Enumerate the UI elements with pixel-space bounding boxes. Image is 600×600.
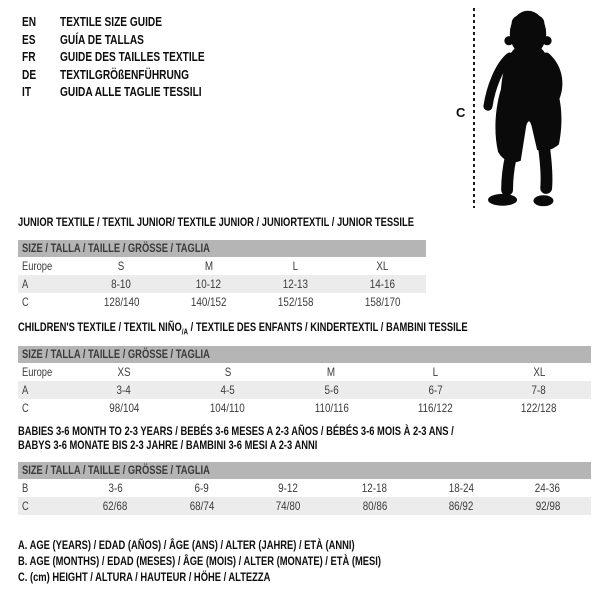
size-cell: 18-24	[448, 481, 474, 495]
size-cell: 9-12	[278, 481, 299, 495]
size-cell: XL	[533, 365, 546, 379]
table-row	[18, 275, 426, 293]
size-cell: 74/80	[275, 499, 301, 513]
row-label: B	[22, 481, 29, 495]
measurement-legend	[18, 537, 483, 585]
size-cell: 12-18	[362, 481, 388, 495]
height-c-label: C	[456, 105, 466, 120]
table-row	[18, 479, 591, 497]
size-cell: XL	[376, 259, 389, 273]
language-row	[22, 13, 245, 31]
table-row	[18, 293, 426, 311]
size-cell: 10-12	[195, 277, 222, 291]
size-cell: 68/74	[189, 499, 215, 513]
table-row	[18, 257, 426, 275]
language-code: FR	[22, 49, 36, 64]
legend-line-c: C. (cm) HEIGHT / ALTURA / HAUTEUR / HÖHE / ALTEZZA	[18, 570, 271, 584]
size-cell: L	[292, 259, 299, 273]
size-cell: 110/116	[314, 401, 349, 415]
height-dashed-line	[473, 8, 475, 208]
junior-size-table	[18, 240, 426, 311]
size-cell: 116/122	[417, 401, 453, 415]
size-cell: M	[327, 365, 336, 379]
row-label: C	[22, 499, 29, 513]
language-row	[22, 66, 245, 84]
babies-size-table	[18, 462, 591, 515]
language-title: TEXTILE SIZE GUIDE	[60, 14, 162, 29]
language-title: GUIDA ALLE TAGLIE TESSILI	[60, 84, 202, 99]
language-code: IT	[22, 84, 32, 99]
language-row	[22, 83, 245, 101]
language-code: DE	[22, 66, 37, 82]
size-cell: 158/170	[364, 295, 401, 309]
language-title: TEXTILGRÖßENFÜHRUNG	[60, 66, 190, 82]
size-cell: S	[224, 365, 231, 379]
row-label: Europe	[22, 365, 53, 379]
language-title: GUÍA DE TALLAS	[60, 31, 144, 47]
size-cell: 122/128	[521, 401, 557, 415]
language-row	[22, 48, 245, 66]
language-list	[22, 13, 245, 101]
table-row	[18, 399, 591, 417]
language-title: GUIDE DES TAILLES TEXTILE	[60, 49, 205, 64]
size-cell: 86/92	[448, 499, 474, 513]
size-cell: XS	[117, 365, 131, 379]
size-cell: 104/110	[210, 401, 246, 415]
size-cell: 8-10	[111, 277, 132, 291]
row-label: Europe	[22, 259, 53, 273]
size-cell: L	[432, 365, 439, 379]
size-cell: 98/104	[108, 401, 139, 415]
size-cell: 3-6	[108, 481, 123, 495]
row-label: C	[22, 401, 29, 415]
language-code: EN	[22, 14, 37, 29]
size-cell: 7-8	[531, 383, 547, 397]
size-cell: 6-7	[428, 383, 443, 397]
junior-table-title: JUNIOR TEXTILE / TEXTIL JUNIOR/ TEXTILE JUNIOR / JUNIORTEXTIL / JUNIOR TESSILE	[18, 215, 414, 229]
legend-line-b: B. AGE (MONTHS) / EDAD (MESES) / ÂGE (MOIS) / ALTER (MONATE) / ETÀ (MESI)	[18, 554, 381, 568]
table-row	[18, 363, 591, 381]
size-cell: 3-4	[116, 383, 132, 397]
size-header-bar: SIZE / TALLA / TAILLE / GRÖSSE / TAGLIA	[18, 462, 591, 479]
size-cell: 4-5	[220, 383, 235, 397]
language-row	[22, 31, 245, 49]
size-cell: 92/98	[535, 499, 561, 513]
size-cell: 6-9	[194, 481, 209, 495]
size-cell: M	[204, 259, 213, 273]
children-table-title: CHILDREN'S TEXTILE / TEXTIL $NIÑO_{/A}$ / TEXTILE DES ENFANTS / KINDERTEXTIL / BAMBINI TESSILE	[18, 320, 468, 337]
size-cell: 24-36	[535, 481, 561, 495]
row-label: A	[22, 383, 29, 397]
children-size-table	[18, 346, 591, 417]
size-cell: 14-16	[369, 277, 396, 291]
size-cell: 128/140	[103, 295, 140, 309]
size-cell: 80/86	[362, 499, 388, 513]
size-cell: 152/158	[277, 295, 314, 309]
baby-silhouette-icon	[482, 8, 574, 208]
size-cell: 62/68	[102, 499, 128, 513]
size-header-bar: SIZE / TALLA / TAILLE / GRÖSSE / TAGLIA	[18, 240, 426, 257]
size-cell: 140/152	[190, 295, 227, 309]
size-cell: S	[118, 259, 125, 273]
table-row	[18, 381, 591, 399]
row-label: A	[22, 277, 29, 291]
babies-table-title: BABIES 3-6 MONTH TO 2-3 YEARS / BEBÉS 3-6 MESES A 2-3 AÑOS / BÉBÉS 3-6 MOIS À 2-3 ANS / BABYS 3-6 MONATE BIS 2-3 JAHRE / BAMBINI 3-6 MESI A 2-3 ANNI	[18, 424, 454, 452]
size-header-bar: SIZE / TALLA / TAILLE / GRÖSSE / TAGLIA	[18, 346, 591, 363]
size-cell: 5-6	[324, 383, 339, 397]
language-code: ES	[22, 31, 36, 47]
legend-line-a: A. AGE (YEARS) / EDAD (AÑOS) / ÂGE (ANS) / ALTER (JAHRE) / ETÀ (ANNI)	[18, 538, 355, 552]
row-label: C	[22, 295, 29, 309]
table-row	[18, 497, 591, 515]
size-cell: 12-13	[282, 277, 309, 291]
